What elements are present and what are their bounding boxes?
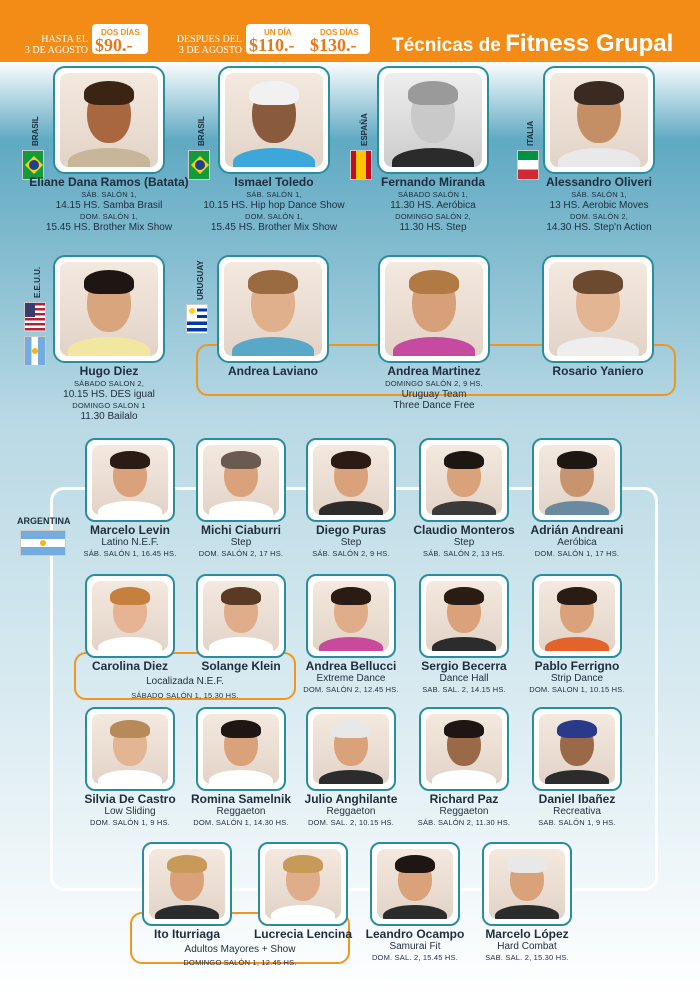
instructor-name: Marcelo López [485, 927, 569, 941]
instructor-photo [542, 255, 654, 363]
instructor-photo [217, 255, 329, 363]
instructor-card [194, 66, 354, 233]
instructor-name: Marcelo Levin [89, 523, 171, 537]
schedule-line: SÁBADO SALÓN 1, [397, 190, 469, 199]
instructor-name: Hugo Diez [79, 364, 139, 378]
country-label-espana: ESPAÑA [360, 113, 369, 146]
instructor-name: Rosario Yaniero [552, 364, 644, 378]
instructor-name: Silvia De Castro [84, 792, 176, 806]
instructor-card [29, 255, 189, 422]
instructor-photo [378, 255, 490, 363]
instructor-card [354, 255, 514, 411]
instructor-photo [306, 438, 396, 522]
instructor-name: Fernando Miranda [380, 175, 485, 189]
instructor-photo [306, 574, 396, 658]
instructor-name: Leandro Ocampo [365, 927, 465, 941]
schedule-line: 15.45 HS. Brother Mix Show [210, 222, 338, 233]
schedule-line: DOM. SALON 1, 10.15 HS. [529, 685, 625, 694]
early-deadline-label [20, 34, 88, 56]
instructor-name: Lucrecia Lencina [253, 927, 353, 941]
instructor-photo [419, 707, 509, 791]
team-name-line: Three Dance Free [393, 400, 475, 411]
instructor-card [29, 66, 189, 233]
schedule-line: 13 HS. Aerobic Moves [549, 200, 649, 211]
instructor-card [497, 438, 657, 559]
instructor-photo [532, 438, 622, 522]
discipline-label: Dance Hall [439, 673, 489, 684]
discipline-label: Recreativa [553, 806, 601, 817]
instructor-photo [306, 707, 396, 791]
instructor-name: Andrea Laviano [227, 364, 319, 378]
instructor-name: Eliane Dana Ramos (Batata) [29, 175, 189, 189]
schedule-line: DOM. SALÓN 1, [244, 212, 304, 221]
instructor-name: Andrea Martinez [387, 364, 481, 378]
instructor-name: Diego Puras [315, 523, 387, 537]
instructor-card [447, 842, 607, 963]
schedule-line: 15.45 HS. Brother Mix Show [45, 222, 173, 233]
instructor-name: Daniel Ibañez [538, 792, 616, 806]
page-title [392, 30, 673, 58]
instructor-photo [419, 438, 509, 522]
late-two-days-price: $130.- [310, 35, 357, 55]
schedule-line: 11.30 HS. Step [399, 222, 467, 233]
schedule-line: 10.15 HS. DES igual [63, 389, 155, 400]
instructor-name: Claudio Monteros [413, 523, 515, 537]
schedule-line: 11.30 HS. Aeróbica [390, 200, 476, 211]
late-label-line2: 3 DE AGOSTO [178, 45, 242, 56]
instructor-photo [53, 255, 165, 363]
schedule-line: SÁB. SALÓN 2, 9 HS. [312, 549, 390, 558]
instructor-photo [419, 574, 509, 658]
instructor-card [518, 255, 678, 378]
schedule-line: SÁB. SALÓN 1, [246, 190, 302, 199]
instructor-card [519, 66, 679, 233]
country-label-brasil-2: BRASIL [197, 116, 206, 146]
country-label-argentina: ARGENTINA [17, 516, 71, 526]
schedule-line: DOM. SALÓN 1, 17 HS. [534, 549, 620, 558]
instructor-name: Carolina Diez [91, 659, 169, 673]
instructor-photo [543, 66, 655, 174]
pair-schedule-line: DOMINGO SALÓN 1, 12.45 HS. [183, 958, 297, 967]
country-label-brasil: BRASIL [31, 116, 40, 146]
late-one-day-price: $110.- [249, 35, 295, 55]
instructor-photo [532, 707, 622, 791]
early-label-line1: HASTA EL [41, 34, 88, 45]
schedule-line: DOM. SAL. 2, 10.15 HS. [307, 818, 395, 827]
instructor-name: Andrea Bellucci [305, 659, 397, 673]
instructor-photo [53, 66, 165, 174]
instructor-name: Romina Samelnik [190, 792, 292, 806]
country-label-eeuu: E.E.U.U. [33, 266, 42, 298]
instructor-card [497, 707, 657, 828]
instructor-photo [142, 842, 232, 926]
discipline-label: Step [230, 537, 252, 548]
schedule-line: DOM. SALÓN 1, 9 HS. [89, 818, 171, 827]
discipline-label: Strip Dance [550, 673, 604, 684]
schedule-line: 10.15 HS. Hip hop Dance Show [203, 200, 345, 211]
early-label-line2: 3 DE AGOSTO [24, 45, 88, 56]
discipline-label: Step [453, 537, 475, 548]
schedule-line: SÁB. SALÓN 1, 16.45 HS. [83, 549, 177, 558]
schedule-line: SÁB. SALÓN 2, 11.30 HS. [417, 818, 511, 827]
team-name-line: Uruguay Team [401, 389, 467, 400]
instructor-name: Solange Klein [201, 659, 281, 673]
discipline-label: Low Sliding [104, 806, 156, 817]
discipline-label: Hard Combat [497, 941, 557, 952]
instructor-photo [532, 574, 622, 658]
schedule-line: DOMINGO SALÓN 2, [395, 212, 471, 221]
discipline-label: Step [340, 537, 362, 548]
instructor-name: Richard Paz [429, 792, 499, 806]
instructor-photo [377, 66, 489, 174]
early-price: $90.- [95, 35, 133, 55]
pair-schedule-line: SÁBADO SALÓN 1, 15.30 HS. [131, 691, 239, 700]
instructor-name: Julio Anghilante [304, 792, 398, 806]
discipline-label: Samurai Fit [389, 941, 441, 952]
late-label-line1: DESPUES DEL [176, 34, 242, 45]
schedule-line: SÁB. SALÓN 1, [571, 190, 627, 199]
schedule-line: SÁBADO SALON 2, [73, 379, 145, 388]
schedule-line: DOM. SALÓN 2, 17 HS. [198, 549, 284, 558]
discipline-label: Reggaeton [326, 806, 376, 817]
schedule-line: 14.15 HS. Samba Brasil [55, 200, 163, 211]
instructor-name: Alessandro Oliveri [545, 175, 653, 189]
instructor-card [497, 574, 657, 695]
instructor-card [193, 255, 353, 378]
pair-discipline-label: Localizada N.E.F. [146, 676, 224, 687]
instructor-name: Pablo Ferrigno [534, 659, 620, 673]
instructor-card [353, 66, 513, 233]
instructor-photo [482, 842, 572, 926]
schedule-line: DOMINGO SALON 1 [72, 401, 146, 410]
schedule-line: DOM. SALÓN 1, 14.30 HS. [193, 818, 289, 827]
schedule-line: DOM. SAL. 2, 15.45 HS. [371, 953, 459, 962]
title-part1: Técnicas de [392, 35, 501, 56]
schedule-line: SÁB. SALÓN 2, 13 HS. [423, 549, 505, 558]
schedule-line: DOM. SALÓN 1, [79, 212, 139, 221]
schedule-line: DOMINGO SALÓN 2, 9 HS. [385, 379, 483, 388]
country-label-uruguay: URUGUAY [196, 260, 205, 300]
instructor-name: Ito Iturriaga [153, 927, 220, 941]
discipline-label: Extreme Dance [316, 673, 386, 684]
late-two-days-label: DOS DÍAS [320, 28, 359, 37]
early-days-label: DOS DÍAS [101, 28, 140, 37]
schedule-line: DOM. SALÓN 2, 12.45 HS. [303, 685, 399, 694]
discipline-label: Reggaeton [439, 806, 489, 817]
discipline-label: Aeróbica [557, 537, 597, 548]
country-label-italia: ITALIA [526, 120, 535, 146]
instructor-name: Sergio Becerra [421, 659, 507, 673]
schedule-line: SAB. SALÓN 1, 9 HS. [538, 818, 616, 827]
schedule-line: SÁB. SALÓN 1, [81, 190, 137, 199]
pair-discipline-label: Adultos Mayores + Show [184, 944, 296, 955]
schedule-line: 11.30 Bailalo [80, 411, 138, 422]
title-part2: Fitness Grupal [505, 30, 674, 57]
schedule-line: 14.30 HS. Step'n Action [546, 222, 652, 233]
header-banner [0, 0, 700, 62]
instructor-name: Ismael Toledo [234, 175, 314, 189]
schedule-line: SAB. SAL. 2, 15.30 HS. [485, 953, 569, 962]
instructor-name: Adrián Andreani [530, 523, 624, 537]
late-deadline-label [170, 34, 242, 56]
discipline-label: Latino N.E.F. [101, 537, 159, 548]
instructor-photo [218, 66, 330, 174]
discipline-label: Reggaeton [216, 806, 266, 817]
instructor-name: Michi Ciaburri [200, 523, 281, 537]
late-one-day-label: UN DÍA [264, 28, 292, 37]
schedule-line: SAB. SAL. 2, 14.15 HS. [422, 685, 506, 694]
schedule-line: DOM. SALÓN 2, [569, 212, 629, 221]
